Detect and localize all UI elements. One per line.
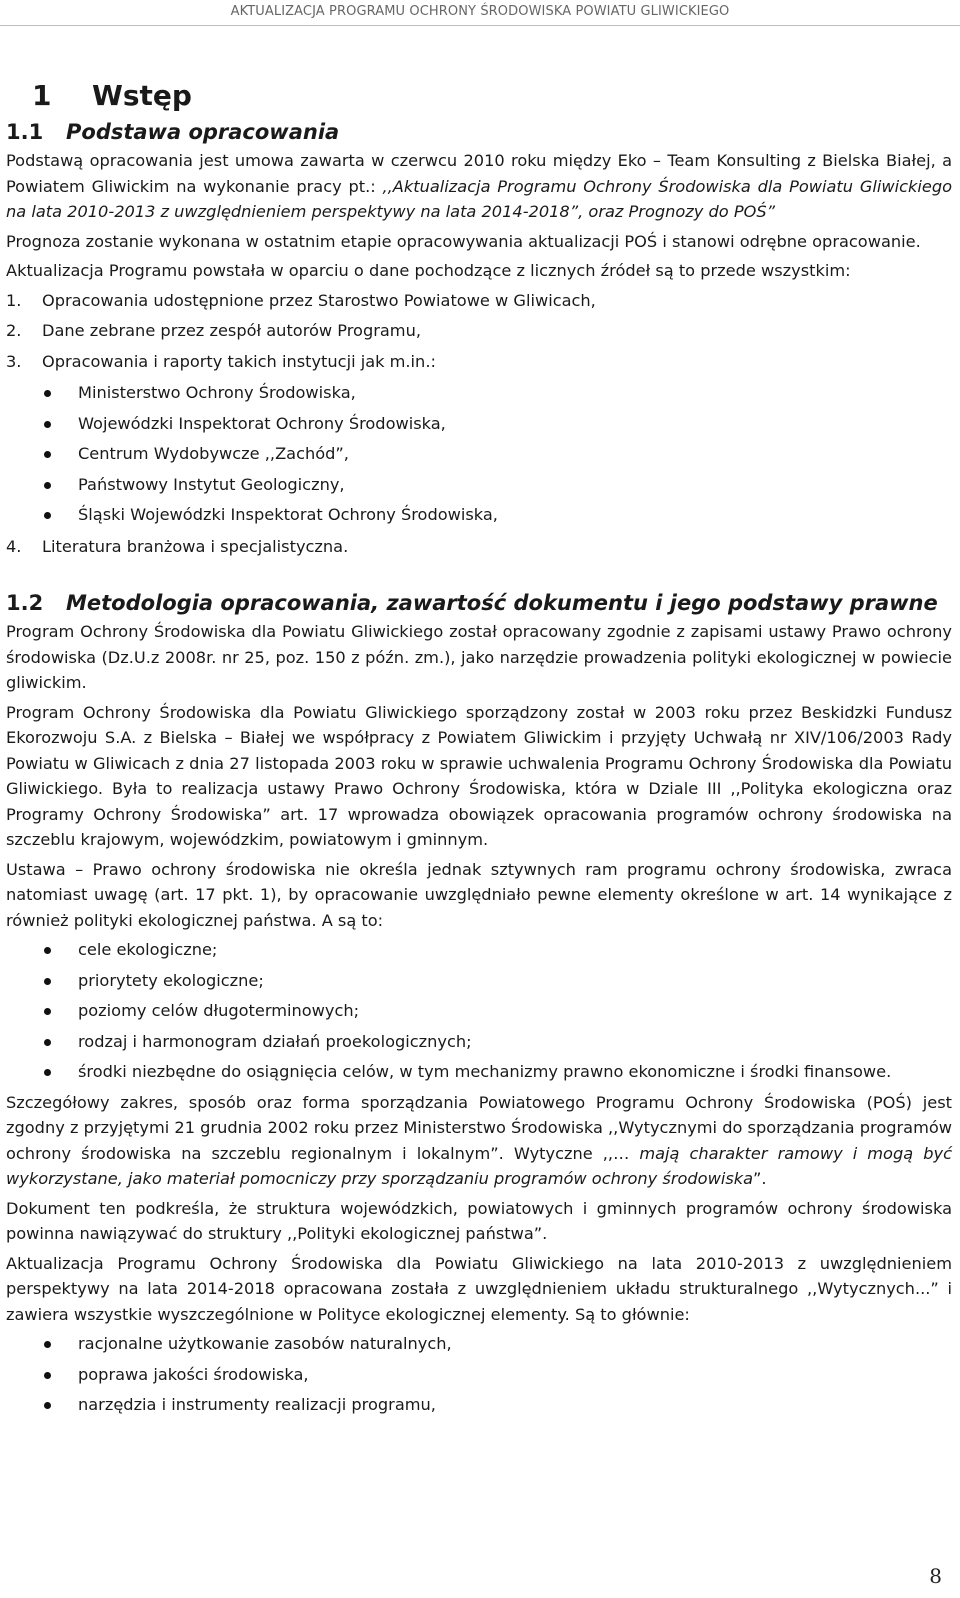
bullet-icon: [6, 441, 78, 467]
bullet-icon: [6, 1392, 78, 1418]
list-item: cele ekologiczne;: [6, 937, 952, 963]
paragraph-sources-intro: Aktualizacja Programu powstała w oparciu o dane pochodzące z licznych źródeł są to przede wszystkim:: [6, 261, 851, 280]
main-items-list: [6, 1331, 952, 1418]
bullet-icon: [6, 472, 78, 498]
bullet-icon: [6, 411, 78, 437]
section-title: Metodologia opracowania, zawartość dokumentu i jego podstawy prawne: [66, 591, 938, 615]
paragraph-basis: [6, 148, 952, 225]
sources-list: [6, 288, 952, 375]
paragraph-update: Aktualizacja Programu Ochrony Środowiska dla Powiatu Gliwickiego na lata 2010-2013 z uwzględnieniem perspektywy na lata 2014-2018 opracowana została z uwzględnieniem układu strukturalnego ,,Wytycznych...” i zawiera wszystkie wyszczególnione w Polityce ekologicznej elementy. Są to głównie:: [6, 1253, 952, 1324]
paragraph-text: Podstawą opracowania jest umowa zawarta w czerwcu 2010 roku między Eko – Team Konsulting z Bielska Białej, a Powiatem Gliwickim na wykonanie pracy pt.:: [6, 151, 952, 196]
paragraph-history: Program Ochrony Środowiska dla Powiatu Gliwickiego sporządzony został w 2003 roku przez Beskidzki Fundusz Ekorozwoju S.A. z Bielska – Białej we współpracy z Powiatem Gliwickim i przyjęty Uchwałą nr XIV/106/2003 Rady Powiatu w Gliwicach z dnia 27 listopada 2003 roku w sprawie uchwalenia Programu Ochrony Środowiska dla Powiatu Gliwickiego. Była to realizacja ustawy Prawo Ochrony Środowiska, która w Dziale III ,,Polityka ekologiczna oraz Programy Ochrony Środowiska” art. 17 wprowadza obowiązek opracowania programów ochrony środowiska na szczeblu krajowym, wojewódzkim, powiatowym i gminnym.: [6, 702, 952, 849]
section-number: 1.1: [6, 120, 44, 144]
paragraph-law: Ustawa – Prawo ochrony środowiska nie określa jednak sztywnych ram programu ochrony środowiska, zwraca natomiast uwagę (art. 17 pkt. 1), by opracowanie uwzględniało pewne elementy określone w art. 14 wynikające z również polityki ekologicznej państwa. A są to:: [6, 859, 952, 930]
bullet-icon: [6, 1059, 78, 1085]
list-item: Śląski Wojewódzki Inspektorat Ochrony Środowiska,: [6, 502, 952, 528]
institutions-list: [6, 380, 952, 528]
list-item: Ministerstwo Ochrony Środowiska,: [6, 380, 952, 406]
paragraph-guidelines: [6, 1090, 952, 1192]
bullet-icon: [6, 1331, 78, 1357]
bullet-icon: [6, 968, 78, 994]
bullet-icon: [6, 937, 78, 963]
section-heading-1-1: [6, 118, 952, 146]
paragraph-quote: mają charakter ramowy i mogą być wykorzystane, jako materiał pomocniczy przy sporządzaniu programów ochrony środowiska: [6, 1143, 952, 1188]
paragraph-methodology: Program Ochrony Środowiska dla Powiatu Gliwickiego został opracowany zgodnie z zapisami ustawy Prawo ochrony środowiska (Dz.U.z 2008r. nr 25, poz. 150 z późn. zm.), jako narzędzie prowadzenia polityki ekologicznej w powiecie gliwickim.: [6, 622, 952, 692]
bullet-icon: [6, 380, 78, 406]
paragraph-end: ”.: [753, 1169, 767, 1188]
list-item: racjonalne użytkowanie zasobów naturalnych,: [6, 1331, 952, 1357]
paragraph-structure: Dokument ten podkreśla, że struktura wojewódzkich, powiatowych i gminnych programów ochrony środowiska powinna nawiązywać do struktury ,,Polityki ekologicznej państwa”.: [6, 1198, 952, 1243]
list-item: 2. Dane zebrane przez zespół autorów Programu,: [6, 321, 421, 340]
list-item: środki niezbędne do osiągnięcia celów, w tym mechanizmy prawno ekonomiczne i środki finansowe.: [6, 1059, 952, 1085]
list-item: 1. Opracowania udostępnione przez Starostwo Powiatowe w Gliwicach,: [6, 290, 596, 310]
document-body: [6, 78, 952, 1423]
paragraph-text: Szczegółowy zakres, sposób oraz forma sporządzania Powiatowego Programu Ochrony Środowiska (POŚ) jest zgodny z przyjętymi 21 grudnia 2002 roku przez Ministerstwo Środowiska ,,Wytycznymi do sporządzania programów ochrony środowiska na szczeblu regionalnym i lokalnym”. Wytyczne ,,…: [6, 1092, 952, 1163]
chapter-number: 1: [32, 79, 52, 112]
bullet-icon: [6, 502, 78, 528]
paragraph-italic-title: ,,Aktualizacja Programu Ochrony Środowiska dla Powiatu Gliwickiego na lata 2010-2013 z uwzględnieniem perspektywy na lata 2014-2018”, oraz Prognozy do POŚ”: [6, 176, 952, 221]
paragraph-forecast: Prognoza zostanie wykonana w ostatnim etapie opracowywania aktualizacji POŚ i stanowi odrębne opracowanie.: [6, 231, 921, 251]
elements-list: [6, 937, 952, 1085]
list-item: priorytety ekologiczne;: [6, 968, 952, 994]
list-item: 3. Opracowania i raporty takich instytucji jak m.in.:: [6, 351, 436, 371]
section-title: Podstawa opracowania: [66, 120, 340, 144]
list-item: rodzaj i harmonogram działań proekologicznych;: [6, 1029, 952, 1055]
bullet-icon: [6, 1362, 78, 1388]
header-divider: [0, 25, 960, 26]
bullet-icon: [6, 998, 78, 1024]
running-header: AKTUALIZACJA PROGRAMU OCHRONY ŚRODOWISKA POWIATU GLIWICKIEGO: [230, 4, 730, 19]
list-item: Wojewódzki Inspektorat Ochrony Środowiska,: [6, 411, 952, 437]
list-item: narzędzia i instrumenty realizacji programu,: [6, 1392, 952, 1418]
chapter-title: Wstęp: [92, 79, 192, 112]
bullet-icon: [6, 1029, 78, 1055]
list-item: 4. Literatura branżowa i specjalistyczna.: [6, 536, 349, 556]
section-number: 1.2: [6, 591, 44, 615]
list-item: poprawa jakości środowiska,: [6, 1362, 952, 1388]
page-number: 8: [929, 1564, 942, 1588]
section-heading-1-2: [6, 589, 952, 617]
list-item: poziomy celów długoterminowych;: [6, 998, 952, 1024]
chapter-heading: [6, 78, 952, 114]
list-item: Centrum Wydobywcze ,,Zachód”,: [6, 441, 952, 467]
list-item: Państwowy Instytut Geologiczny,: [6, 472, 952, 498]
sources-list-end: [6, 534, 952, 560]
